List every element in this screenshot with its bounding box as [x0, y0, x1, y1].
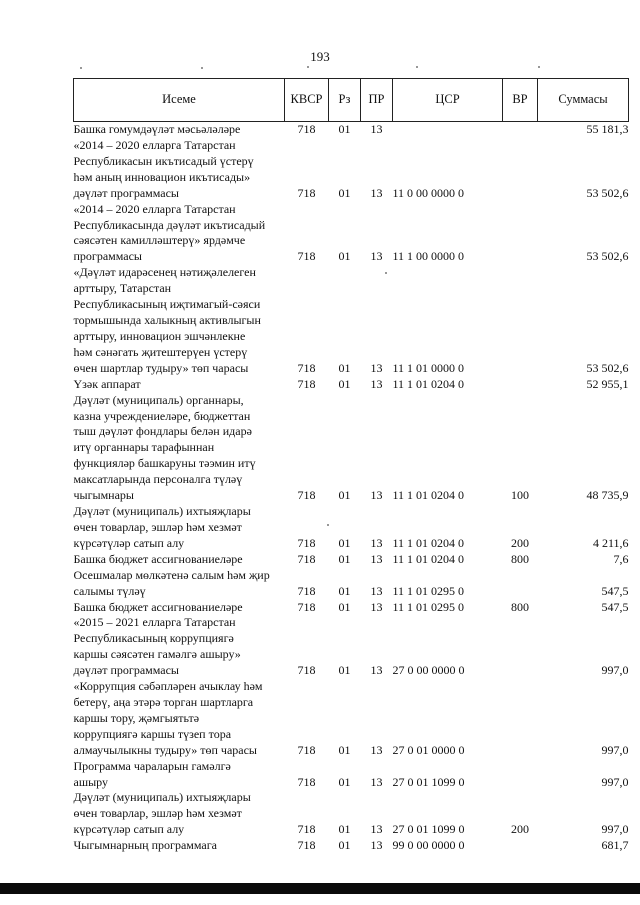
row-csr: 11 1 01 0204 0 [392, 551, 465, 566]
table-row [74, 393, 629, 504]
row-name-line: Осешмалар мөлкәтенә салым һәм җир [73, 567, 270, 582]
budget-table [73, 78, 629, 854]
row-kvsr: 718 [297, 599, 316, 614]
row-name-line: максатларында персоналга түләү [73, 472, 243, 487]
row-kvsr: 718 [297, 551, 316, 566]
row-rz: 01 [338, 360, 351, 375]
scan-bottom-edge [0, 883, 640, 894]
row-sum: 55 181,3 [586, 122, 629, 137]
row-name-line: өчен товарлар, эшләр һәм хезмәт [73, 806, 242, 821]
header-sum: Суммасы [538, 79, 629, 122]
scan-speck [80, 67, 82, 69]
row-name-line: казна учреждениеләре, бюджеттан [73, 408, 251, 423]
row-name-line: Программа чараларын гамәлгә [73, 758, 231, 773]
table-row [74, 504, 629, 552]
row-csr: 11 1 01 0000 0 [392, 360, 465, 375]
table-row [74, 138, 629, 202]
row-name-line: «Коррупция сәбәпләрен ачыклау һәм [73, 679, 263, 694]
row-vr [503, 377, 538, 393]
scan-speck [307, 66, 309, 68]
row-name-line: программасы [73, 249, 142, 264]
row-csr: 27 0 01 1099 0 [392, 822, 465, 837]
row-csr: 99 0 00 0000 0 [392, 838, 465, 853]
row-name-line: Башка бюджет ассигнованиеләре [73, 551, 243, 566]
row-pr: 13 [370, 663, 383, 678]
row-name-line: күрсәтүләр сатып алу [73, 535, 185, 550]
table-row [74, 790, 629, 838]
row-pr: 13 [370, 774, 383, 789]
table-row [74, 615, 629, 679]
row-pr: 13 [370, 360, 383, 375]
row-sum: 53 502,6 [586, 360, 629, 375]
table-row [74, 759, 629, 791]
row-kvsr: 718 [297, 249, 316, 264]
row-csr: 11 1 01 0204 0 [392, 488, 465, 503]
row-sum: 547,5 [601, 583, 629, 598]
row-vr: 100 [511, 488, 529, 503]
table-row [74, 568, 629, 600]
row-rz: 01 [338, 742, 351, 757]
row-name-line: ашыру [73, 774, 108, 789]
row-name-line: Республикасын икътисадый үстерү [73, 153, 254, 168]
row-sum: 997,0 [601, 663, 629, 678]
header-vr: ВР [503, 79, 538, 122]
table-row [74, 599, 629, 615]
row-sum: 52 955,1 [586, 376, 629, 391]
row-kvsr: 718 [297, 663, 316, 678]
row-rz: 01 [338, 185, 351, 200]
row-csr: 27 0 01 0000 0 [392, 742, 465, 757]
row-kvsr: 718 [297, 185, 316, 200]
row-name [74, 504, 285, 552]
row-name-line: тормышында халыкның активлыгын [73, 312, 261, 327]
row-name [74, 393, 285, 504]
row-name-line: «2015 – 2021 елларга Татарстан [73, 615, 236, 630]
row-name-line: Чыгымнарның программага [73, 838, 217, 853]
row-name-line: бетерү, аңа этәрә торган шартларга [73, 695, 254, 709]
row-rz: 01 [338, 122, 351, 137]
row-name [74, 759, 285, 791]
row-pr: 13 [370, 535, 383, 550]
row-sum: 4 211,6 [592, 535, 629, 550]
table-row [74, 838, 629, 854]
row-kvsr: 718 [297, 583, 316, 598]
row-name-line: Дәүләт (муниципаль) ихтыяҗлары [73, 790, 251, 805]
row-pr: 13 [370, 551, 383, 566]
row-sum: 997,0 [601, 742, 629, 757]
row-vr [503, 679, 538, 759]
header-pr: ПР [361, 79, 393, 122]
header-name: Исеме [74, 79, 285, 122]
row-pr: 13 [370, 742, 383, 757]
row-kvsr: 718 [297, 376, 316, 391]
row-csr [393, 122, 503, 139]
row-sum: 7,6 [613, 551, 629, 566]
row-name [74, 838, 285, 854]
row-name-line: «2014 – 2020 елларга Татарстан [73, 138, 236, 152]
row-name-line: чыгымнары [73, 488, 134, 503]
row-rz: 01 [338, 249, 351, 264]
row-name-line: Республикасының коррупциягә [73, 631, 234, 646]
row-name-line: өчен товарлар, эшләр һәм хезмәт [73, 519, 242, 534]
table-header-row [74, 79, 629, 122]
row-kvsr: 718 [297, 774, 316, 789]
scan-speck [385, 272, 387, 274]
table-row [74, 202, 629, 266]
row-kvsr: 718 [297, 122, 316, 137]
row-vr [503, 615, 538, 679]
row-vr: 800 [511, 551, 529, 566]
row-pr: 13 [370, 122, 383, 137]
row-csr: 11 1 00 0000 0 [392, 249, 465, 264]
table-row [74, 265, 629, 376]
row-name [74, 202, 285, 266]
row-kvsr: 718 [297, 535, 316, 550]
row-name-line: өчен шартлар тудыру» төп чарасы [73, 360, 249, 375]
table-row [74, 679, 629, 759]
row-name [74, 568, 285, 600]
row-rz: 01 [338, 774, 351, 789]
row-csr: 27 0 01 1099 0 [392, 774, 465, 789]
row-csr: 27 0 00 0000 0 [392, 663, 465, 678]
row-name [74, 790, 285, 838]
row-name-line: «2014 – 2020 елларга Татарстан [73, 201, 236, 216]
row-name-line: дәүләт программасы [73, 185, 179, 200]
row-sum: 53 502,6 [586, 249, 629, 264]
row-rz: 01 [338, 376, 351, 391]
row-sum: 997,0 [601, 822, 629, 837]
row-kvsr: 718 [297, 488, 316, 503]
row-vr [503, 265, 538, 376]
row-csr: 11 1 01 0295 0 [392, 583, 465, 598]
row-vr: 800 [511, 599, 529, 614]
row-kvsr: 718 [297, 838, 316, 853]
row-rz: 01 [338, 663, 351, 678]
row-name [74, 377, 285, 393]
row-name-line: арттыру, Татарстан [73, 281, 172, 296]
row-vr [503, 122, 538, 139]
row-name-line: арттыру, инновацион эшчәнлекне [73, 328, 246, 343]
row-rz: 01 [338, 535, 351, 550]
row-vr [503, 838, 538, 854]
row-pr: 13 [370, 838, 383, 853]
row-rz: 01 [338, 583, 351, 598]
row-name-line: сәясәтен камилләштерү» ярдәмче [73, 233, 246, 248]
row-sum: 53 502,6 [586, 185, 629, 200]
row-pr: 13 [370, 822, 383, 837]
row-name-line: итү органнары тарафыннан [73, 440, 215, 455]
row-vr [503, 759, 538, 791]
header-csr: ЦСР [393, 79, 503, 122]
row-rz: 01 [338, 599, 351, 614]
row-name-line: һәм аның инновацион икътисады» [73, 169, 251, 184]
row-vr [503, 568, 538, 600]
row-name-line: Республикасында дәүләт икътисадый [73, 217, 266, 232]
row-kvsr: 718 [297, 360, 316, 375]
row-rz: 01 [338, 838, 351, 853]
row-name-line: Үзәк аппарат [73, 376, 141, 391]
row-name-line: Республикасының иҗтимагый-сәяси [73, 297, 261, 312]
row-sum: 547,5 [601, 599, 629, 614]
row-rz: 01 [338, 551, 351, 566]
row-vr [503, 202, 538, 266]
row-sum: 48 735,9 [586, 488, 629, 503]
row-name-line: тыш дәүләт фондлары белән идарә [73, 424, 252, 439]
row-name [74, 122, 285, 139]
row-vr: 200 [511, 535, 529, 550]
row-sum: 997,0 [601, 774, 629, 789]
row-name-line: алмаучылыкны тудыру» төп чарасы [73, 742, 257, 757]
row-name-line: Дәүләт (муниципаль) ихтыяҗлары [73, 503, 251, 518]
page-number: 193 [310, 49, 330, 64]
scan-speck [327, 524, 329, 526]
row-name-line: һәм сәнәгать җитештерүен үстерү [73, 344, 248, 359]
row-name [74, 599, 285, 615]
row-kvsr: 718 [297, 822, 316, 837]
row-name-line: каршы тору, җәмгыятьтә [73, 710, 200, 725]
row-name-line: Башка гомумдәүләт мәсьәләләре [73, 122, 241, 137]
scan-speck [538, 66, 540, 68]
row-name-line: салымы түләү [73, 583, 146, 598]
row-name-line: Башка бюджет ассигнованиеләре [73, 599, 243, 614]
row-pr: 13 [370, 185, 383, 200]
row-vr [503, 138, 538, 202]
scan-speck [416, 66, 418, 68]
row-csr: 11 0 00 0000 0 [392, 185, 465, 200]
row-name-line: функцияләр башкаруны тәэмин итү [73, 456, 256, 471]
row-name [74, 265, 285, 376]
table-row [74, 122, 629, 139]
row-rz: 01 [338, 488, 351, 503]
row-name-line: Дәүләт (муниципаль) органнары, [73, 392, 244, 407]
header-rz: Рз [329, 79, 361, 122]
row-name-line: «Дәүләт идарәсенең нәтиҗәлелеген [73, 265, 256, 280]
row-pr: 13 [370, 249, 383, 264]
row-csr: 11 1 01 0204 0 [392, 376, 465, 391]
row-pr: 13 [370, 599, 383, 614]
header-kvsr: КВСР [285, 79, 329, 122]
row-name-line: коррупциягә каршы түзеп тора [73, 726, 232, 741]
table-row [74, 552, 629, 568]
row-name-line: каршы сәясәтен гамәлгә ашыру» [73, 647, 241, 662]
row-name [74, 552, 285, 568]
scan-speck [201, 67, 203, 69]
row-kvsr: 718 [297, 742, 316, 757]
row-vr: 200 [511, 822, 529, 837]
table-row [74, 377, 629, 393]
row-name-line: дәүләт программасы [73, 663, 179, 678]
row-csr: 11 1 01 0204 0 [392, 535, 465, 550]
row-pr: 13 [370, 376, 383, 391]
row-name [74, 679, 285, 759]
row-name-line: күрсәтүләр сатып алу [73, 822, 185, 837]
row-csr: 11 1 01 0295 0 [392, 599, 465, 614]
row-pr: 13 [370, 488, 383, 503]
row-name [74, 138, 285, 202]
row-sum: 681,7 [601, 838, 629, 853]
row-name [74, 615, 285, 679]
row-rz: 01 [338, 822, 351, 837]
row-pr: 13 [370, 583, 383, 598]
